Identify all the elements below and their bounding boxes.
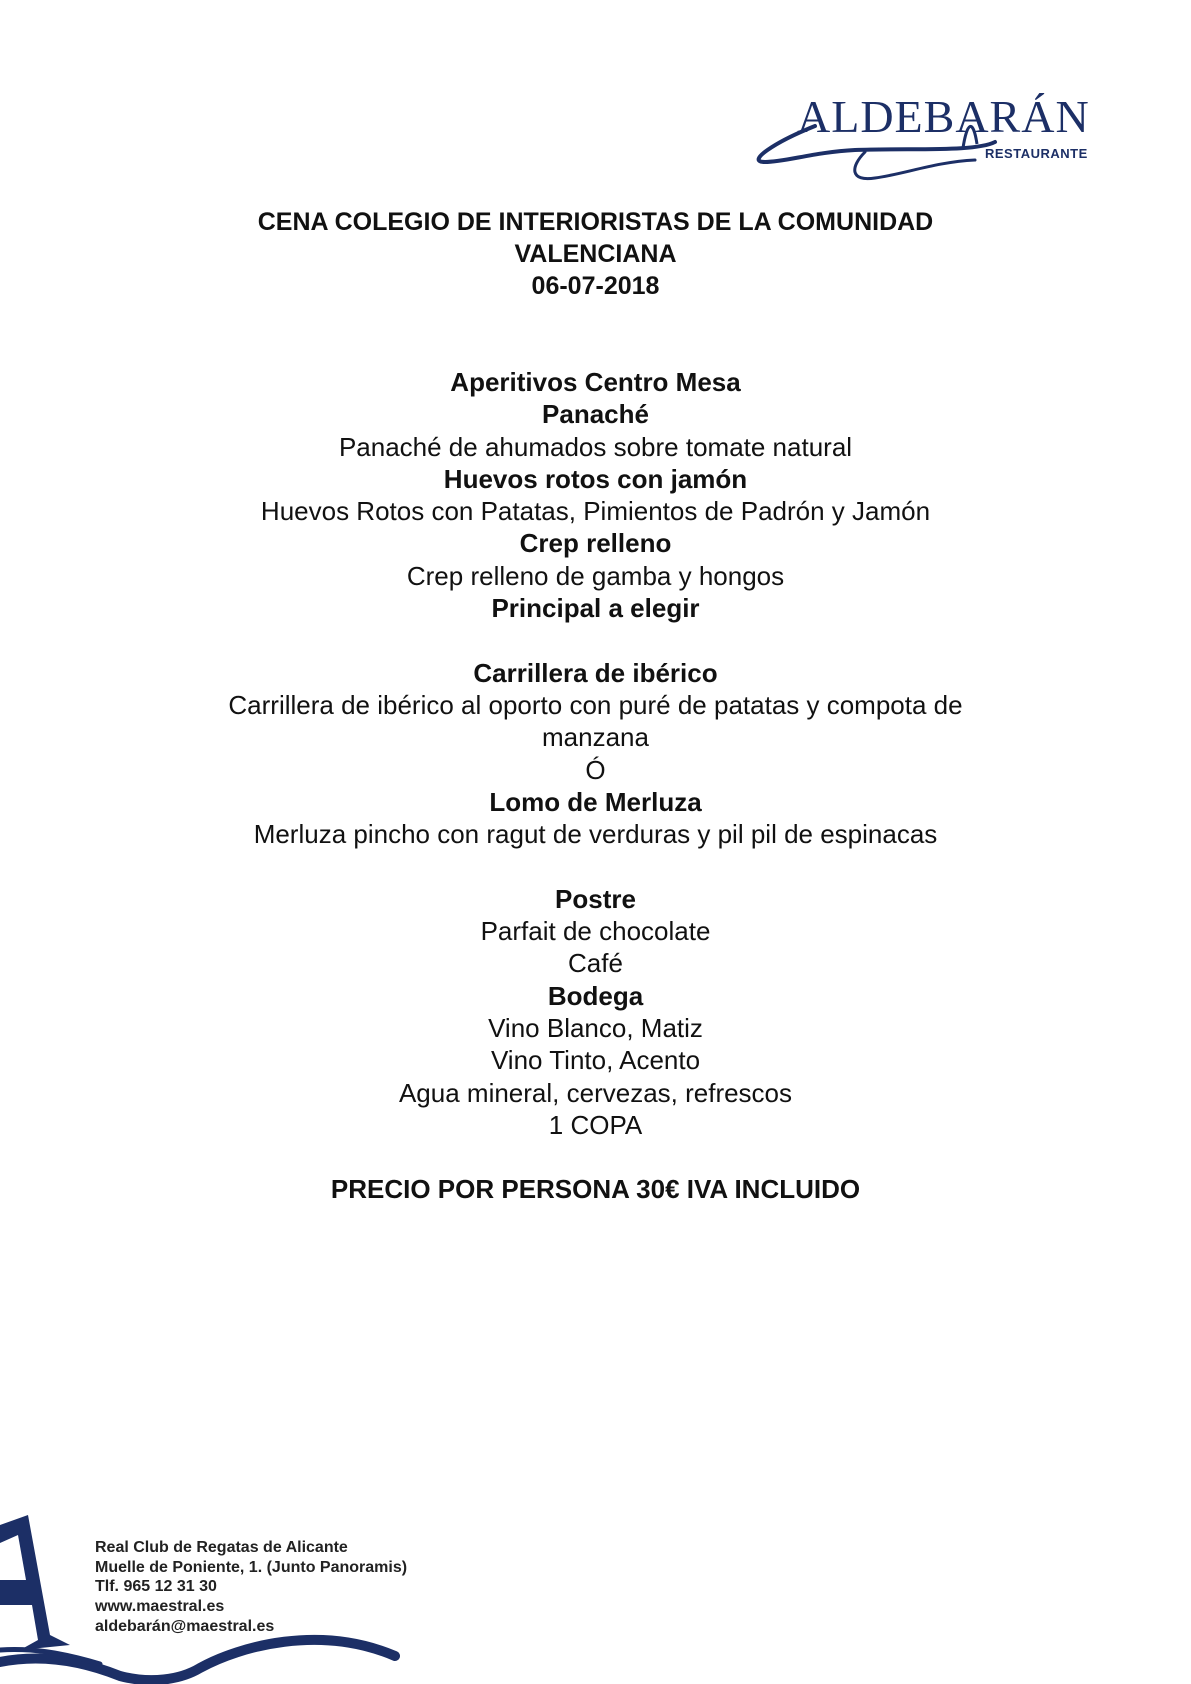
address-line: Real Club de Regatas de Alicante	[95, 1539, 348, 1556]
coffee-item: Café	[568, 948, 623, 979]
main-heading: Principal a elegir	[491, 593, 700, 624]
dessert-heading: Postre	[555, 883, 636, 914]
price-line: PRECIO POR PERSONA 30€ IVA INCLUIDO	[330, 1174, 861, 1205]
dish-name-huevos: Huevos rotos con jamón	[443, 463, 748, 494]
title-line-1: CENA COLEGIO DE INTERIORISTAS DE LA COMUNIDAD	[257, 208, 934, 236]
event-title	[100, 206, 1091, 302]
spacer	[100, 302, 1091, 366]
menu-document	[100, 206, 1091, 1206]
copa-item: 1 COPA	[548, 1109, 643, 1140]
website-link[interactable]: www.maestral.es	[95, 1598, 225, 1616]
cellar-heading: Bodega	[547, 980, 644, 1011]
restaurant-logo	[755, 82, 1115, 202]
logo-wordmark: ALDEBARÁN	[797, 91, 1090, 142]
starters-heading: Aperitivos Centro Mesa	[450, 367, 741, 397]
dish-name-panache: Panaché	[542, 399, 649, 430]
spacer	[100, 850, 1091, 882]
title-line-2: VALENCIANA	[514, 240, 677, 268]
dish-desc-huevos: Huevos Rotos con Patatas, Pimientos de Padrón y Jamón	[260, 496, 931, 527]
spacer	[100, 624, 1091, 656]
email-link[interactable]: aldebarán@maestral.es	[95, 1617, 275, 1635]
drinks-item: Agua mineral, cervezas, refrescos	[398, 1077, 793, 1108]
dish-desc-crep: Crep relleno de gamba y hongos	[406, 560, 785, 591]
dish-name-crep: Crep relleno	[519, 528, 672, 559]
footer-address	[95, 1538, 407, 1637]
dish-desc-carrillera-line-2: manzana	[542, 722, 649, 753]
dish-name-merluza: Lomo de Merluza	[489, 786, 702, 817]
dish-desc-panache: Panaché de ahumados sobre tomate natural	[338, 431, 853, 462]
logo-subtitle: RESTAURANTE	[985, 146, 1088, 161]
phone-line: Tlf. 965 12 31 30	[95, 1578, 217, 1596]
wine-red: Vino Tinto, Acento	[490, 1045, 701, 1076]
spacer	[100, 1141, 1091, 1173]
dish-desc-carrillera-line-1: Carrillera de ibérico al oporto con puré de patatas y compota de	[228, 689, 963, 720]
address-line: Muelle de Poniente, 1. (Junto Panoramis)	[95, 1558, 408, 1576]
dish-desc-merluza: Merluza pincho con ragut de verduras y pil pil de espinacas	[253, 819, 938, 850]
or-separator: Ó	[585, 754, 606, 785]
event-date: 06-07-2018	[531, 272, 660, 300]
dish-name-carrillera: Carrillera de ibérico	[473, 657, 718, 688]
wine-white: Vino Blanco, Matiz	[488, 1012, 703, 1043]
dessert-item: Parfait de chocolate	[480, 916, 711, 947]
